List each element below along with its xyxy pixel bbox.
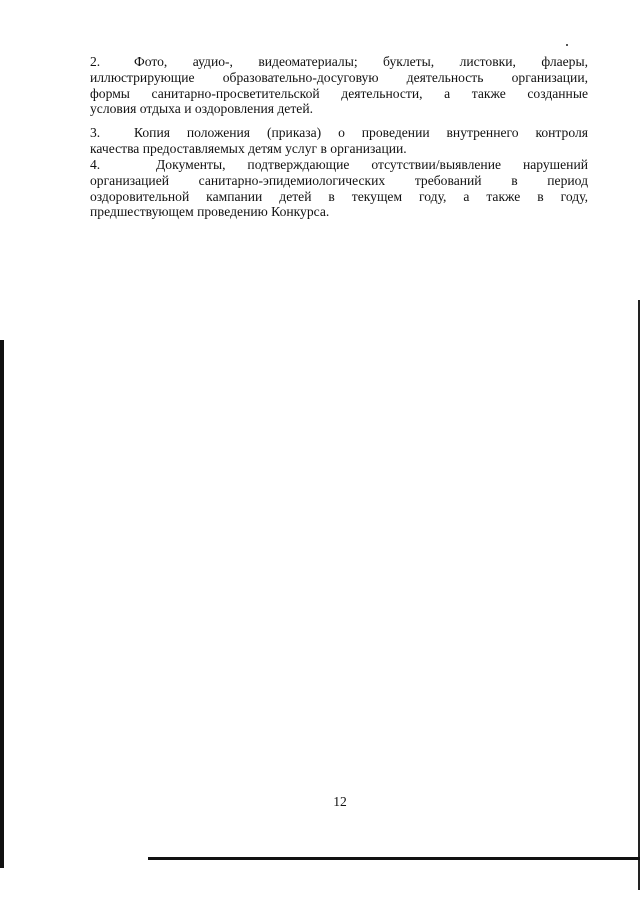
list-item-text: Документы, подтверждающие отсутствии/выявление нарушений [156, 157, 588, 172]
list-item-2-line-1 [90, 54, 588, 70]
list-item-2 [90, 54, 588, 117]
list-item-3-line-1 [90, 125, 588, 141]
scan-speck [566, 44, 568, 46]
list-item-4-line-1 [90, 157, 588, 173]
list-item-number: 2. [90, 54, 101, 69]
scan-edge-left [0, 340, 4, 868]
list-item-4 [90, 157, 588, 220]
list-item-2-line-4: условия отдыха и оздоровления детей. [90, 101, 313, 117]
list-item-4-line-2: организацией санитарно-эпидемиологических требований в период [90, 172, 588, 188]
list-item-number: 4. [90, 157, 101, 172]
list-item-3-line-2: качества предоставляемых детям услуг в организации. [90, 140, 407, 156]
list-item-2-line-3: формы санитарно-просветительской деятельности, а также созданные [90, 85, 588, 101]
list-item-4-line-4: предшествующем проведению Конкурса. [90, 204, 330, 220]
page-number: 12 [333, 794, 347, 809]
list-item-number: 3. [90, 125, 101, 140]
list-item-text: Фото, аудио-, видеоматериалы; буклеты, листовки, флаеры, [134, 54, 588, 69]
scan-edge-bottom [148, 857, 640, 860]
list-item-text: Копия положения (приказа) о проведении внутреннего контроля [134, 125, 588, 140]
list-item-2-line-2: иллюстрирующие образовательно-досуговую деятельность организации, [90, 69, 588, 85]
list-item-3 [90, 125, 588, 157]
list-item-4-line-3: оздоровительной кампании детей в текущем году, а также в году, [90, 188, 588, 204]
